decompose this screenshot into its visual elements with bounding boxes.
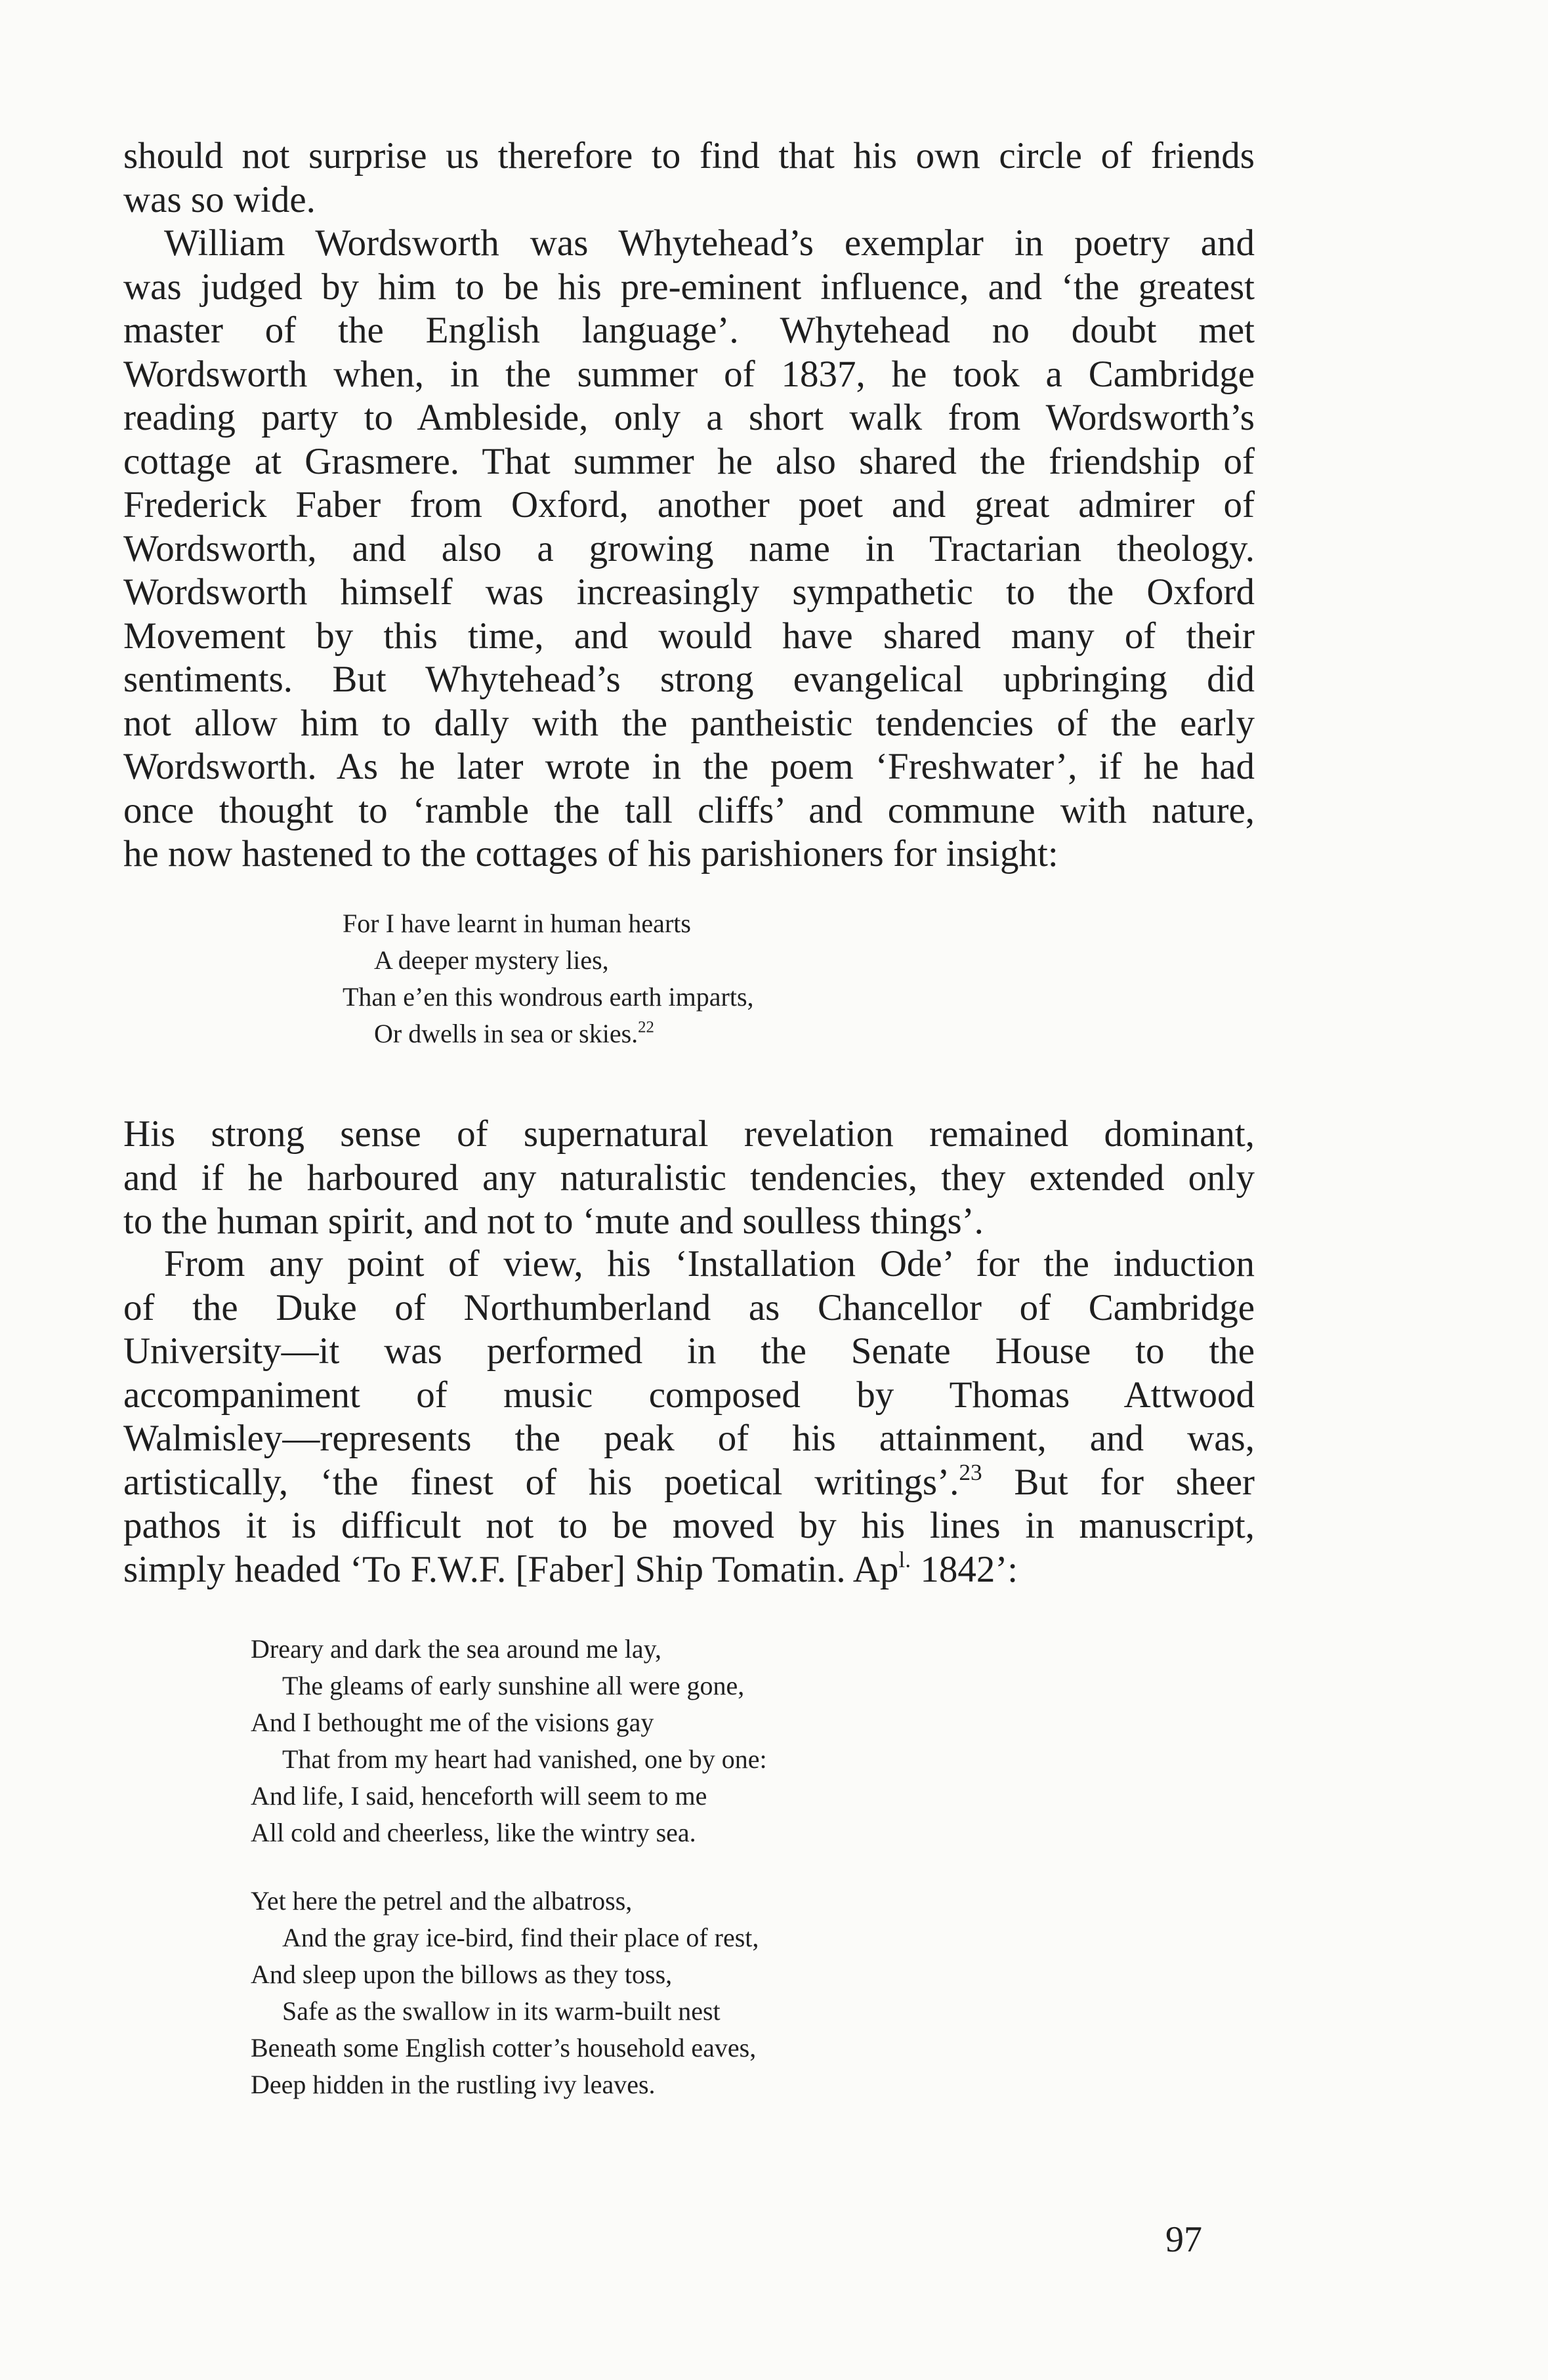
verse-line: Than e’en this wondrous earth imparts,: [343, 982, 754, 1012]
text-line: of the Duke of Northumberland as Chancellor of Cambridge: [123, 1286, 1255, 1328]
text-fragment: 1842’:: [911, 1548, 1018, 1590]
verse-line: All cold and cheerless, like the wintry sea.: [251, 1818, 696, 1847]
text-line: was judged by him to be his pre-eminent influence, and ‘the greatest: [123, 266, 1255, 308]
verse-line: That from my heart had vanished, one by one:: [282, 1744, 767, 1774]
verse-line: Dreary and dark the sea around me lay,: [251, 1634, 662, 1664]
verse-line: Safe as the swallow in its warm-built nest: [282, 1996, 721, 2026]
footnote-marker-22: 22: [638, 1018, 654, 1036]
text-line: William Wordsworth was Whytehead’s exemplar in poetry and: [164, 222, 1255, 264]
superscript-abbreviation: l.: [898, 1546, 911, 1572]
text-fragment: But for sheer: [982, 1461, 1255, 1503]
verse-stanza-2: [251, 1883, 759, 2103]
text-line: once thought to ‘ramble the tall cliffs’ and commune with nature,: [123, 789, 1255, 831]
text-line: and if he harboured any naturalistic tendencies, they extended only: [123, 1157, 1255, 1199]
text-line: Wordsworth. As he later wrote in the poem ‘Freshwater’, if he had: [123, 746, 1255, 787]
text-line: [123, 1461, 1255, 1505]
text-line: sentiments. But Whytehead’s strong evangelical upbringing did: [123, 659, 1255, 700]
text-line: Walmisley—represents the peak of his attainment, and was,: [123, 1418, 1255, 1459]
verse-quotation-freshwater: [343, 905, 754, 1052]
text-line: not allow him to dally with the pantheistic tendencies of the early: [123, 702, 1255, 744]
verse-line: And the gray ice-bird, find their place of rest,: [282, 1923, 759, 1952]
verse-line: And I bethought me of the visions gay: [251, 1708, 654, 1737]
text-line: should not surprise us therefore to find that his own circle of friends: [123, 135, 1255, 176]
text-line: reading party to Ambleside, only a short walk from Wordsworth’s: [123, 397, 1255, 438]
paragraph-installation-ode: [123, 1242, 1255, 1591]
text-line: accompaniment of music composed by Thomas Attwood: [123, 1374, 1255, 1416]
text-line: His strong sense of supernatural revelation remained dominant,: [123, 1113, 1255, 1155]
verse-line: Yet here the petrel and the albatross,: [251, 1886, 633, 1916]
page-number: 97: [1165, 2219, 1202, 2260]
text-line: master of the English language’. Whytehead no doubt met: [123, 310, 1255, 351]
text-line: Wordsworth himself was increasingly sympathetic to the Oxford: [123, 571, 1255, 613]
text-line: Wordsworth, and also a growing name in Tractarian theology.: [123, 527, 1255, 569]
verse-line: And sleep upon the billows as they toss,: [251, 1959, 673, 1989]
verse-stanza-1: [251, 1631, 767, 1851]
verse-line: [343, 1016, 754, 1052]
text-line: Wordsworth when, in the summer of 1837, he took a Cambridge: [123, 353, 1255, 395]
text-fragment: simply headed ‘To F.W.F. [Faber] Ship Tomatin. Ap: [123, 1548, 899, 1590]
text-line: pathos it is difficult not to be moved by his lines in manuscript,: [123, 1505, 1255, 1546]
text-line: [123, 1548, 1255, 1592]
verse-line: Deep hidden in the rustling ivy leaves.: [251, 2070, 656, 2099]
verse-line: For I have learnt in human hearts: [343, 909, 691, 938]
text-line: to the human spirit, and not to ‘mute and soulless things’.: [123, 1200, 984, 1242]
text-line: was so wide.: [123, 178, 316, 220]
text-fragment: artistically, ‘the finest of his poetical writings’.: [123, 1461, 959, 1503]
verse-line: A deeper mystery lies,: [374, 945, 609, 975]
text-line: Movement by this time, and would have shared many of their: [123, 615, 1255, 657]
verse-line: Beneath some English cotter’s household eaves,: [251, 2033, 757, 2062]
paragraph-continuation: [123, 134, 1255, 222]
paragraph-wordsworth: [123, 222, 1255, 876]
verse-line: And life, I said, henceforth will seem to me: [251, 1781, 707, 1811]
text-line: University—it was performed in the Senate House to the: [123, 1330, 1255, 1372]
paragraph-revelation: [123, 1113, 1255, 1244]
verse-line: The gleams of early sunshine all were gone,: [282, 1671, 745, 1700]
text-line: cottage at Grasmere. That summer he also shared the friendship of: [123, 440, 1255, 482]
text-line: he now hastened to the cottages of his parishioners for insight:: [123, 833, 1058, 874]
text-line: Frederick Faber from Oxford, another poet and great admirer of: [123, 484, 1255, 525]
verse-line-text: Or dwells in sea or skies.: [374, 1019, 638, 1048]
footnote-marker-23: 23: [959, 1459, 982, 1485]
text-line: From any point of view, his ‘Installation Ode’ for the induction: [164, 1243, 1255, 1284]
